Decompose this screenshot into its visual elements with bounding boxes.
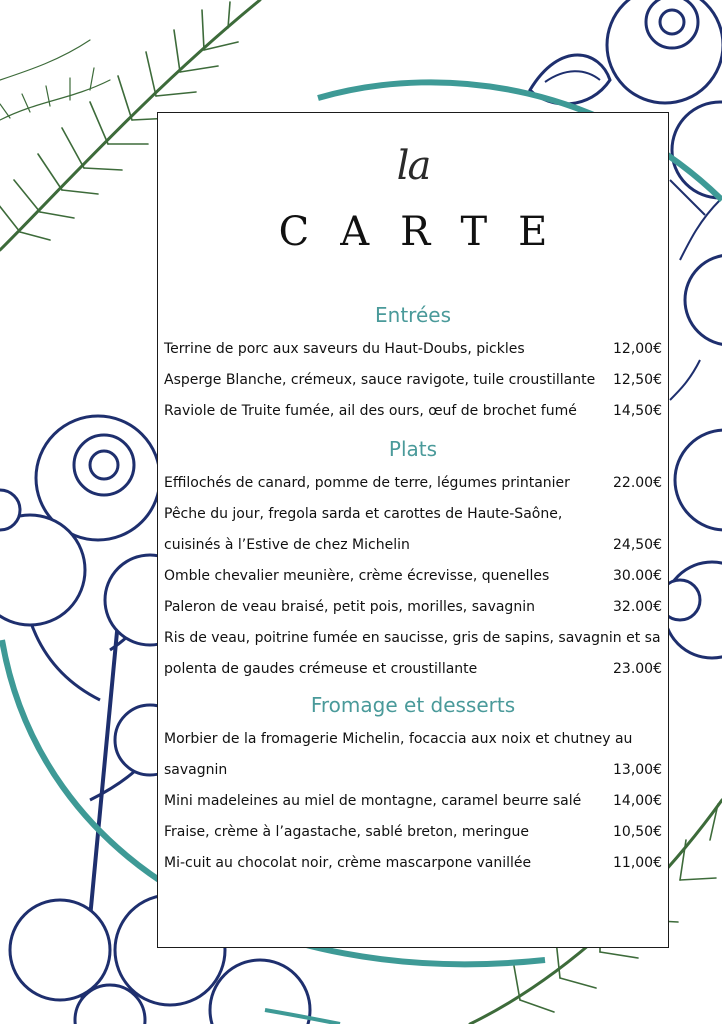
menu-item xyxy=(164,661,662,683)
menu-item-name: Terrine de porc aux saveurs du Haut-Doubs, pickles xyxy=(164,341,525,357)
menu-item-name: Paleron de veau braisé, petit pois, morilles, savagnin xyxy=(164,599,535,615)
menu-item-name: Mini madeleines au miel de montagne, caramel beurre salé xyxy=(164,793,582,809)
menu-item xyxy=(164,855,662,877)
menu-item-name: Pêche du jour, fregola sarda et carottes de Haute-Saône, xyxy=(164,506,563,522)
menu-item xyxy=(164,475,662,497)
menu-item-name: cuisinés à l’Estive de chez Michelin xyxy=(164,537,410,553)
menu-item-price: 12,00€ xyxy=(613,341,662,357)
menu-item xyxy=(164,341,662,363)
menu-item-name: Morbier de la fromagerie Michelin, focaccia aux noix et chutney au xyxy=(164,731,633,747)
menu-item-price: 23.00€ xyxy=(613,661,662,677)
menu-item-name: Raviole de Truite fumée, ail des ours, œuf de brochet fumé xyxy=(164,403,577,419)
menu-item xyxy=(164,793,662,815)
menu-item-price: 13,00€ xyxy=(613,762,662,778)
menu-item xyxy=(164,537,662,559)
menu-item-name: Fraise, crème à l’agastache, sablé breton, meringue xyxy=(164,824,530,840)
menu-item xyxy=(164,506,662,528)
menu-item xyxy=(164,731,662,753)
menu-item xyxy=(164,762,662,784)
menu-item-price: 24,50€ xyxy=(613,537,662,553)
menu-item-name: Effilochés de canard, pomme de terre, légumes printanier xyxy=(164,475,570,491)
menu-item xyxy=(164,824,662,846)
menu-card xyxy=(157,112,669,948)
script-la: la xyxy=(396,143,430,189)
menu-item-price: 10,50€ xyxy=(613,824,662,840)
menu-item-price: 32.00€ xyxy=(613,599,662,615)
menu-item-price: 22.00€ xyxy=(613,475,662,491)
menu-item-price: 14,50€ xyxy=(613,403,662,419)
menu-item xyxy=(164,630,662,652)
menu-item-name: Omble chevalier meunière, crème écrevisse, quenelles xyxy=(164,568,550,584)
section-title: Fromage et desserts xyxy=(310,693,516,717)
menu-item-price: 12,50€ xyxy=(613,372,662,388)
menu-item-name: Asperge Blanche, crémeux, sauce ravigote, tuile croustillante xyxy=(164,372,596,388)
menu-item-name: savagnin xyxy=(164,762,228,778)
menu-item xyxy=(164,372,662,394)
menu-item-name: Mi-cuit au chocolat noir, crème mascarpone vanillée xyxy=(164,855,532,871)
section-title: Plats xyxy=(388,437,438,461)
menu-item xyxy=(164,403,662,425)
menu-item-price: 11,00€ xyxy=(613,855,662,871)
menu-item xyxy=(164,568,662,590)
menu-title: CARTE xyxy=(278,209,579,255)
menu-item-name: Ris de veau, poitrine fumée en saucisse, gris de sapins, savagnin et sa xyxy=(164,630,661,646)
section-title: Entrées xyxy=(375,303,451,327)
berries-right-middle xyxy=(660,430,722,658)
menu-item-price: 14,00€ xyxy=(613,793,662,809)
menu-item-price: 30.00€ xyxy=(613,568,662,584)
menu-item xyxy=(164,599,662,621)
menu-item-name: polenta de gaudes crémeuse et croustillante xyxy=(164,661,478,677)
